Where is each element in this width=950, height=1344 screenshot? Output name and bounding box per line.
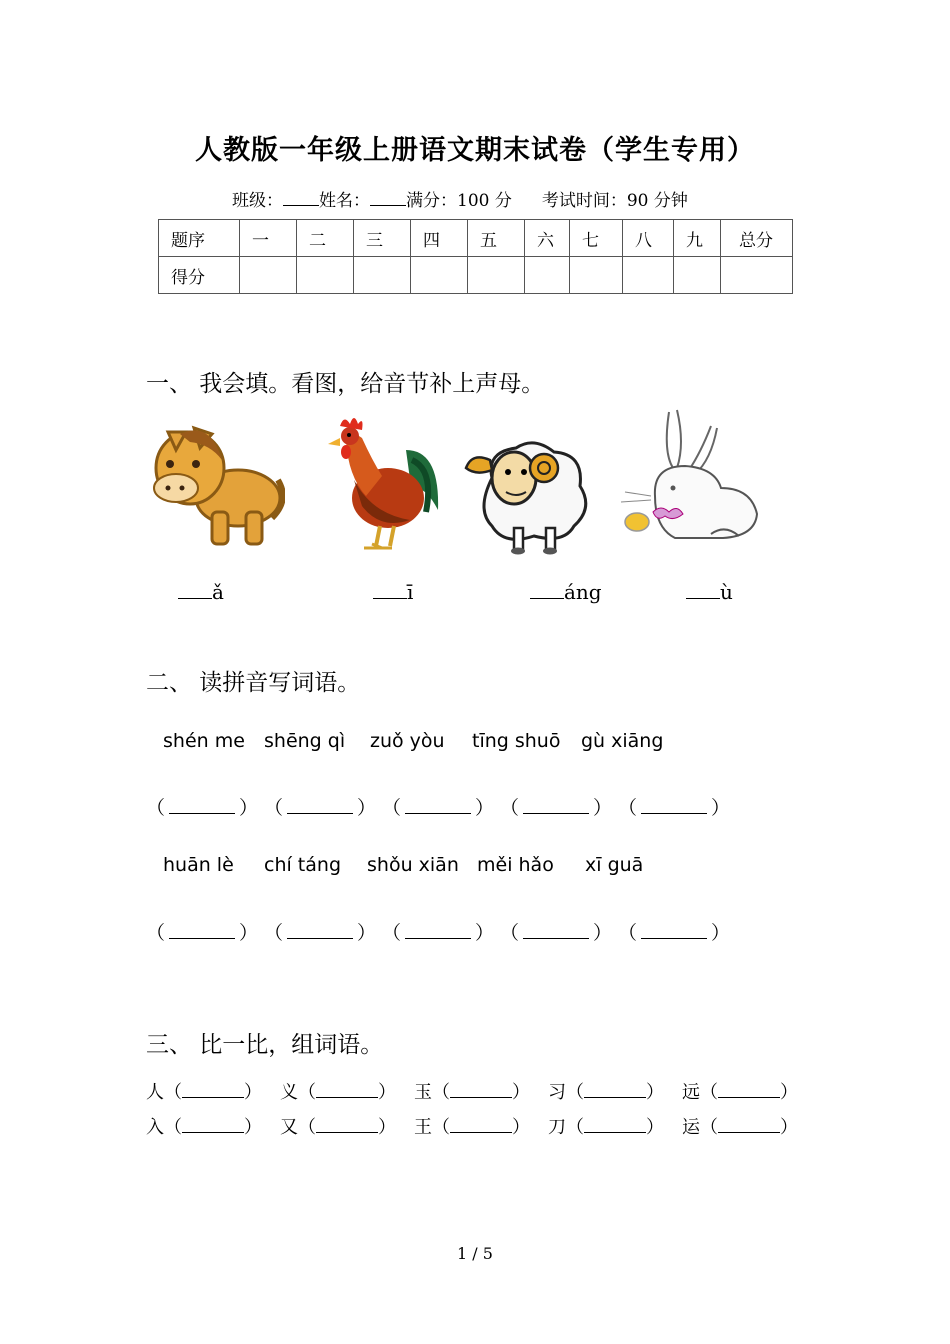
open-paren: （ [264,797,284,819]
pinyin-word: shén me [163,730,245,752]
write-line[interactable] [182,1120,244,1133]
write-line[interactable] [718,1085,780,1098]
table-cell: 七 [570,220,623,257]
open-paren: （ [700,1117,718,1138]
close-paren: ） [512,1082,530,1103]
close-paren: ） [593,922,613,944]
pinyin-word: xī guā [585,854,644,876]
write-line[interactable] [718,1120,780,1133]
score-cell[interactable] [623,257,674,294]
character: 习 [548,1082,566,1103]
close-paren: ） [378,1117,396,1138]
full-score: 满分：100 分 [406,191,512,211]
open-paren: （ [146,922,166,944]
open-paren: （ [382,922,402,944]
write-line[interactable] [450,1085,512,1098]
table-cell: 总分 [721,220,793,257]
table-cell: 五 [468,220,525,257]
pinyin-word: gù xiāng [581,730,664,752]
write-line[interactable] [169,799,235,814]
pinyin-word: shēng qì [264,730,346,752]
character: 人 [146,1082,164,1103]
pinyin-blank-4[interactable] [686,580,733,604]
character: 王 [414,1117,432,1138]
rooster-image [322,410,444,555]
initial-blank[interactable] [373,582,407,599]
character: 又 [280,1117,298,1138]
write-line[interactable] [584,1120,646,1133]
section2-heading: 二、 读拼音写词语。 [146,670,361,696]
table-cell: 九 [674,220,721,257]
write-line[interactable] [316,1120,378,1133]
open-paren: （ [298,1082,316,1103]
write-line[interactable] [523,799,589,814]
open-paren: （ [382,797,402,819]
initial-blank[interactable] [530,582,564,599]
table-cell: 八 [623,220,674,257]
score-table [158,219,793,294]
section3-heading: 三、 比一比，组词语。 [146,1032,384,1058]
close-paren: ） [646,1117,664,1138]
write-line[interactable] [641,799,707,814]
score-cell[interactable] [411,257,468,294]
table-cell: 二 [297,220,354,257]
score-cell[interactable] [297,257,354,294]
page-title: 人教版一年级上册语文期末试卷（学生专用） [195,135,755,166]
close-paren: ） [593,797,613,819]
answer-blank[interactable] [264,793,376,820]
initial-blank[interactable] [686,582,720,599]
compare-item[interactable] [146,1078,262,1104]
write-line[interactable] [169,924,235,939]
close-paren: ） [475,797,495,819]
section1-heading: 一、 我会填。看图，给音节补上声母。 [146,371,545,397]
answer-blank[interactable] [500,793,612,820]
write-line[interactable] [584,1085,646,1098]
page-number: 1 / 5 [457,1244,493,1263]
write-line[interactable] [405,924,471,939]
score-table-score-row [159,257,793,294]
score-cell[interactable] [468,257,525,294]
pinyin-word: huān lè [163,854,234,876]
close-paren: ） [357,922,377,944]
open-paren: （ [500,922,520,944]
write-line[interactable] [316,1085,378,1098]
close-paren: ） [357,797,377,819]
open-paren: （ [700,1082,718,1103]
open-paren: （ [618,922,638,944]
close-paren: ） [646,1082,664,1103]
open-paren: （ [164,1117,182,1138]
score-cell[interactable] [240,257,297,294]
open-paren: （ [264,922,284,944]
pinyin-word: tīng shuō [472,730,561,752]
pinyin-ending: ī [407,580,414,604]
pinyin-blank-3[interactable] [530,580,602,604]
answer-blank[interactable] [382,793,494,820]
initial-blank[interactable] [178,582,212,599]
close-paren: ） [239,922,259,944]
answer-blank[interactable] [382,918,494,945]
answer-blank[interactable] [146,918,258,945]
open-paren: （ [432,1117,450,1138]
open-paren: （ [618,797,638,819]
pinyin-ending: ǎ [212,580,224,604]
score-cell[interactable] [525,257,570,294]
compare-item[interactable] [682,1113,798,1139]
name-blank[interactable] [370,191,406,206]
exam-time: 考试时间：90 分钟 [541,191,688,211]
answer-blank[interactable] [618,793,730,820]
rabbit-image [615,404,765,546]
pinyin-blank-1[interactable] [178,580,224,604]
table-cell: 四 [411,220,468,257]
answer-blank[interactable] [264,918,376,945]
class-label: 班级： [232,191,283,211]
pinyin-word: měi hǎo [477,854,554,876]
compare-item[interactable] [548,1113,664,1139]
write-line[interactable] [523,924,589,939]
table-cell: 题序 [159,220,240,257]
horse-image [150,420,285,550]
score-cell[interactable] [354,257,411,294]
answer-blank[interactable] [146,793,258,820]
table-cell: 六 [525,220,570,257]
character: 入 [146,1117,164,1138]
close-paren: ） [475,922,495,944]
close-paren: ） [244,1082,262,1103]
score-cell[interactable] [570,257,623,294]
pinyin-ending: áng [564,580,602,604]
sheep-image [462,428,594,556]
pinyin-word: chí táng [264,854,342,876]
table-cell: 一 [240,220,297,257]
character: 玉 [414,1082,432,1103]
character: 运 [682,1117,700,1138]
write-line[interactable] [450,1120,512,1133]
close-paren: ） [378,1082,396,1103]
write-line[interactable] [641,924,707,939]
character: 远 [682,1082,700,1103]
close-paren: ） [711,797,731,819]
answer-blank[interactable] [500,918,612,945]
close-paren: ） [780,1117,798,1138]
pinyin-word: shǒu xiān [367,854,459,876]
close-paren: ） [239,797,259,819]
exam-info-line [232,186,688,211]
open-paren: （ [500,797,520,819]
open-paren: （ [566,1082,584,1103]
pinyin-word: zuǒ yòu [370,730,445,752]
compare-item[interactable] [280,1078,396,1104]
write-line[interactable] [287,799,353,814]
pinyin-ending: ù [720,580,733,604]
name-label: 姓名： [319,191,370,211]
write-line[interactable] [287,924,353,939]
open-paren: （ [298,1117,316,1138]
open-paren: （ [432,1082,450,1103]
answer-blank[interactable] [618,918,730,945]
write-line[interactable] [405,799,471,814]
write-line[interactable] [182,1085,244,1098]
score-cell[interactable] [721,257,793,294]
compare-item[interactable] [146,1113,262,1139]
open-paren: （ [164,1082,182,1103]
table-cell: 得分 [159,257,240,294]
class-blank[interactable] [283,191,319,206]
score-cell[interactable] [674,257,721,294]
compare-item[interactable] [280,1113,396,1139]
table-cell: 三 [354,220,411,257]
open-paren: （ [146,797,166,819]
pinyin-blank-2[interactable] [373,580,413,604]
score-table-header-row [159,220,793,257]
close-paren: ） [244,1117,262,1138]
character: 义 [280,1082,298,1103]
close-paren: ） [780,1082,798,1103]
character: 刀 [548,1117,566,1138]
compare-item[interactable] [414,1113,530,1139]
close-paren: ） [711,922,731,944]
compare-item[interactable] [682,1078,798,1104]
compare-item[interactable] [414,1078,530,1104]
close-paren: ） [512,1117,530,1138]
open-paren: （ [566,1117,584,1138]
compare-item[interactable] [548,1078,664,1104]
